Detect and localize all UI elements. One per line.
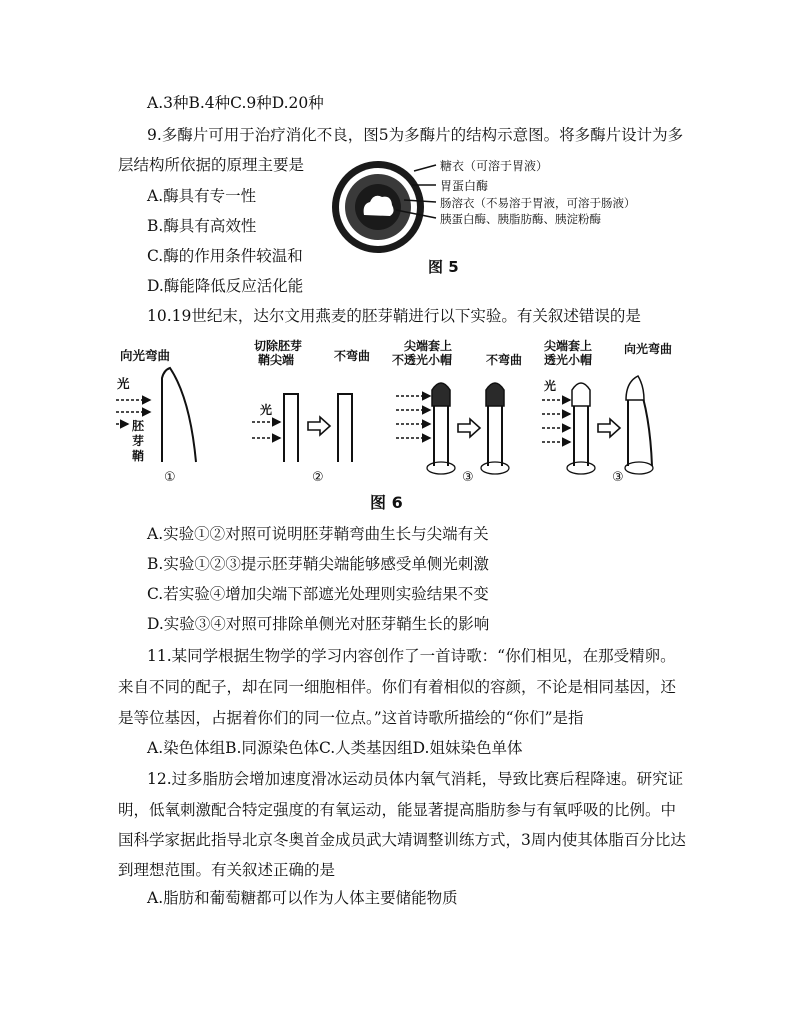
q9-stem-line-1: 9.多酶片可用于治疗消化不良，图5为多酶片的结构示意图。将多酶片设计为多 — [147, 126, 684, 144]
q8-options: A.3种B.4种C.9种D.20种 — [147, 94, 324, 112]
q9-option-d: D.酶能降低反应活化能 — [147, 277, 304, 295]
panel-2-title-line-1: 切除胚芽 — [254, 339, 303, 353]
panel-1-light-label: 光 — [117, 376, 130, 391]
panel-2-light-label: 光 — [260, 403, 273, 417]
q10-stem: 10.19世纪末，达尔文用燕麦的胚芽鞘进行以下实验。有关叙述错误的是 — [147, 307, 641, 325]
q11-stem-line-3: 是等位基因，占据着你们的同一位点。”这首诗歌所描绘的“你们”是指 — [118, 709, 584, 727]
panel-3-number: ③ — [462, 470, 474, 485]
panel-4-number: ③ — [612, 470, 624, 485]
q11-options: A.染色体组B.同源染色体C.人类基因组D.姐妹染色单体 — [147, 739, 523, 757]
q9-stem-line-2: 层结构所依据的原理主要是 — [118, 156, 305, 174]
q9-option-b: B.酶具有高效性 — [147, 217, 257, 235]
panel-1-title: 向光弯曲 — [120, 348, 171, 363]
panel-4-result: 向光弯曲 — [624, 342, 673, 356]
panel-3-title-line-1: 尖端套上 — [404, 339, 453, 353]
panel-3-title-line-2: 不透光小帽 — [392, 353, 453, 367]
q9-option-c: C.酶的作用条件较温和 — [147, 247, 303, 265]
panel-2-result: 不弯曲 — [334, 349, 371, 363]
q12-stem-line-3: 国科学家据此指导北京冬奥首金成员武大靖调整训练方式，3周内使其体脂百分比达 — [118, 831, 686, 849]
q12-stem-line-1: 12.过多脂肪会增加速度滑冰运动员体内氧气消耗，导致比赛后程降速。研究证 — [147, 770, 684, 788]
panel-1-part-label-1: 胚 — [132, 419, 145, 433]
figure-6-caption: 图 6 — [370, 493, 403, 512]
q9-option-a: A.酶具有专一性 — [147, 187, 257, 205]
panel-2-title-line-2: 鞘尖端 — [258, 353, 295, 367]
q12-stem-line-2: 明，低氧刺激配合特定强度的有氧运动，能显著提高脂肪参与有氧呼吸的比例。中 — [118, 801, 677, 819]
q10-option-d: D.实验③④对照可排除单侧光对胚芽鞘生长的影响 — [147, 615, 490, 633]
figure-5-caption: 图 5 — [428, 258, 459, 276]
q11-stem-line-1: 11.某同学根据生物学的学习内容创作了一首诗歌：“你们相见，在那受精卵。 — [147, 647, 676, 665]
panel-2-number: ② — [312, 470, 324, 485]
q10-option-a: A.实验①②对照可说明胚芽鞘弯曲生长与尖端有关 — [147, 525, 489, 543]
q11-stem-line-2: 来自不同的配子，却在同一细胞相伴。你们有着相似的容颜，不论是相同基因，还 — [118, 678, 677, 696]
figure-5-tablet-diagram — [328, 152, 694, 282]
panel-4-title-line-1: 尖端套上 — [544, 339, 593, 353]
figure-5-label-pancreatic-enzymes: 胰蛋白酶、胰脂肪酶、胰淀粉酶 — [440, 212, 601, 226]
figure-5-label-enteric-coat: 肠溶衣（不易溶于胃液，可溶于肠液） — [440, 196, 636, 210]
figure-6-coleoptile-experiments — [112, 338, 692, 514]
q12-option-a: A.脂肪和葡萄糖都可以作为人体主要储能物质 — [147, 889, 458, 907]
q12-stem-line-4: 到理想范围。有关叙述正确的是 — [118, 861, 336, 879]
panel-4-light-label: 光 — [544, 379, 557, 393]
panel-1-number: ① — [164, 470, 176, 485]
q10-option-b: B.实验①②③提示胚芽鞘尖端能够感受单侧光刺激 — [147, 555, 489, 573]
figure-5-label-sugar-coat: 糖衣（可溶于胃液） — [440, 159, 549, 173]
panel-3-result: 不弯曲 — [486, 353, 523, 367]
panel-1-part-label-2: 芽 — [132, 434, 145, 448]
q10-option-c: C.若实验④增加尖端下部遮光处理则实验结果不变 — [147, 585, 489, 603]
figure-5-label-pepsin: 胃蛋白酶 — [440, 179, 489, 193]
panel-1-part-label-3: 鞘 — [132, 449, 145, 463]
panel-4-title-line-2: 透光小帽 — [544, 353, 593, 367]
